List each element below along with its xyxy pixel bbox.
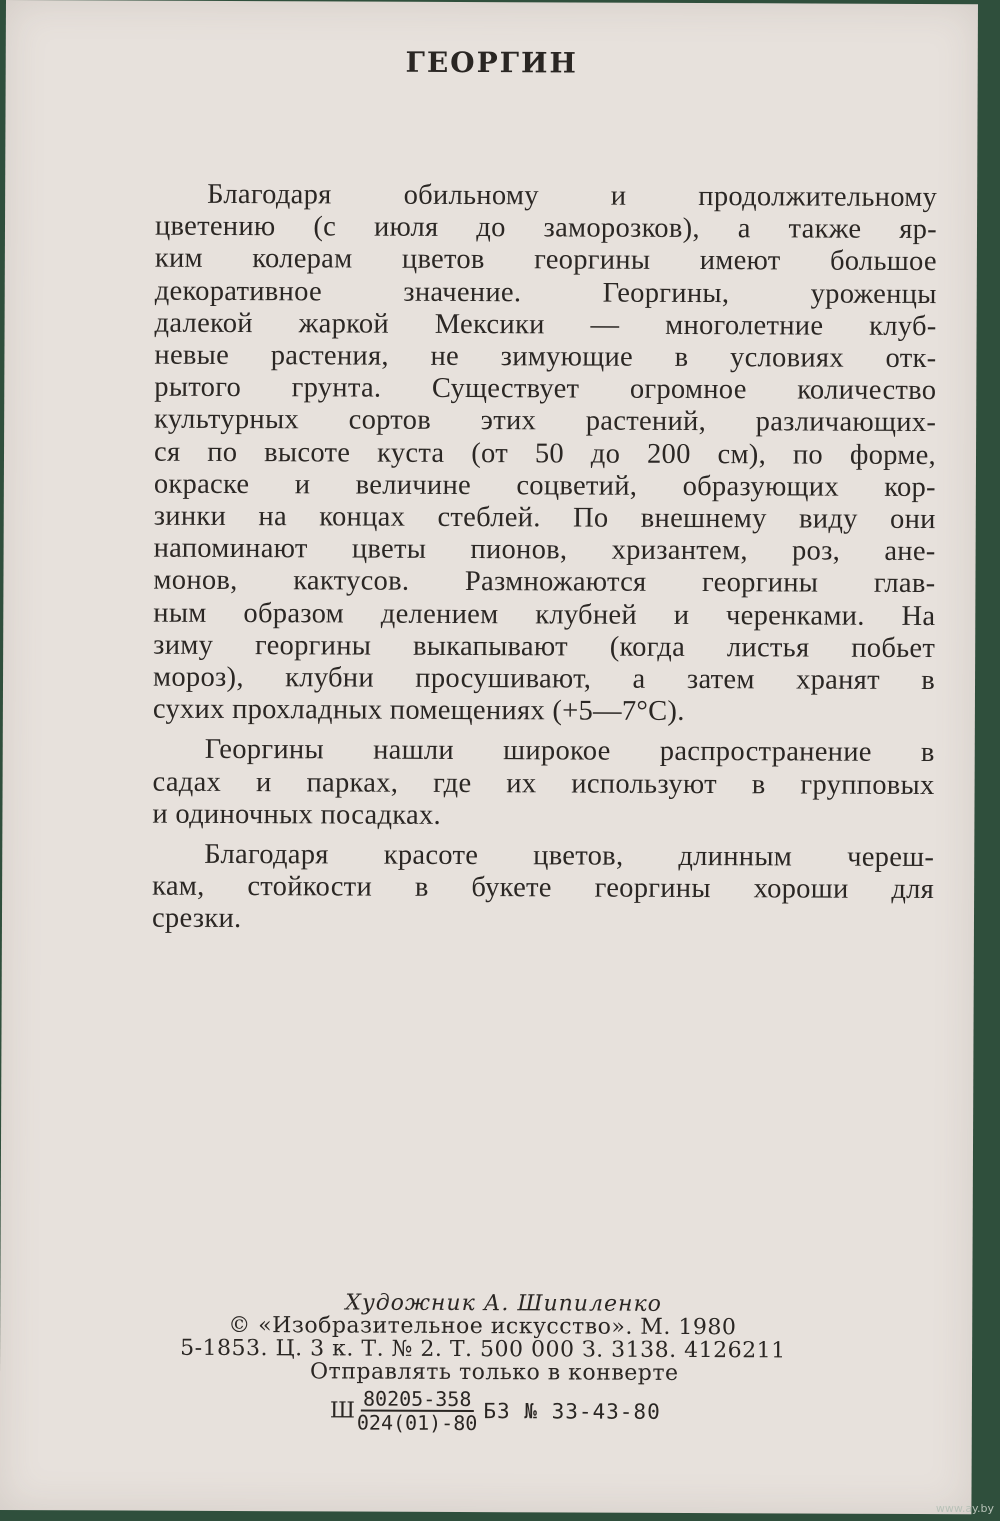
- text-line: цветению (с июля до заморозков), а также яр-: [154, 210, 938, 246]
- fraction-numerator: 80205-358: [361, 1388, 473, 1412]
- text-line: срезки.: [151, 903, 242, 935]
- copyright-line: © «Изобразительное искусство». М. 1980: [228, 1312, 737, 1341]
- text-line: напоминают цветы пионов, хризантем, роз, ане-: [153, 532, 936, 568]
- text-line: ким колерам цветов георгины имеют большое: [154, 243, 937, 278]
- paragraph-3: [152, 839, 934, 939]
- text-line: зинки на концах стеблей. По внешнему виду они: [153, 500, 936, 536]
- text-line: монов, кактусов. Размножаются георгины глав-: [153, 565, 936, 600]
- catalog-prefix: Ш: [329, 1397, 356, 1424]
- text-line: невые растения, не зимующие в условиях отк-: [154, 339, 937, 375]
- publisher-imprint: [180, 1291, 901, 1436]
- paragraph-2: [152, 734, 934, 834]
- print-code-line: 5-1853. Ц. 3 к. Т. № 2. Т. 500 000 З. 3138. 4126211: [180, 1335, 786, 1364]
- text-line: зиму георгины выкапывают (когда листья побьет: [153, 629, 936, 664]
- text-line: ся по высоте куста (от 50 до 200 см), по форме,: [153, 436, 937, 471]
- text-line: садах и парках, где их используют в групповых: [152, 766, 935, 801]
- text-line: рытого грунта. Существует огромное количество: [154, 371, 937, 407]
- mailing-note: Отправлять только в конверте: [309, 1359, 679, 1386]
- text-line: культурных сортов этих растений, различающих-: [154, 404, 937, 439]
- text-line: декоративное значение. Георгины, уроженцы: [154, 275, 937, 310]
- site-watermark: www.ay.by: [935, 1502, 994, 1515]
- text-line: окраске и величине соцветий, образующих кор-: [153, 468, 936, 503]
- text-line: Благодаря обильному и продолжительному: [207, 178, 938, 214]
- text-line: далекой жаркой Мексики — многолетние клуб-: [154, 307, 937, 342]
- description-text: [152, 179, 937, 947]
- bz-number: БЗ № 33-43-80: [483, 1398, 661, 1424]
- text-line: сухих прохладных помещениях (+5—7°С).: [152, 693, 685, 728]
- page-title: ГЕОРГИН: [405, 45, 578, 80]
- paragraph-1: [153, 179, 937, 730]
- catalog-fraction: [355, 1388, 480, 1435]
- fraction-denominator: 024(01)-80: [356, 1410, 478, 1436]
- text-line: Благодаря красоте цветов, длинным череш-: [204, 838, 935, 874]
- text-line: и одиночных посадках.: [152, 798, 442, 831]
- text-line: ным образом делением клубней и черенками. На: [153, 597, 936, 632]
- text-line: мороз), клубни просушивают, а затем хранят в: [152, 661, 936, 697]
- text-line: кам, стойкости в букете георгины хороши для: [152, 870, 935, 906]
- text-line: Георгины нашли широкое распространение в: [204, 734, 935, 769]
- catalog-code: [180, 1387, 900, 1436]
- artist-credit: Художник А. Шипиленко: [345, 1290, 662, 1317]
